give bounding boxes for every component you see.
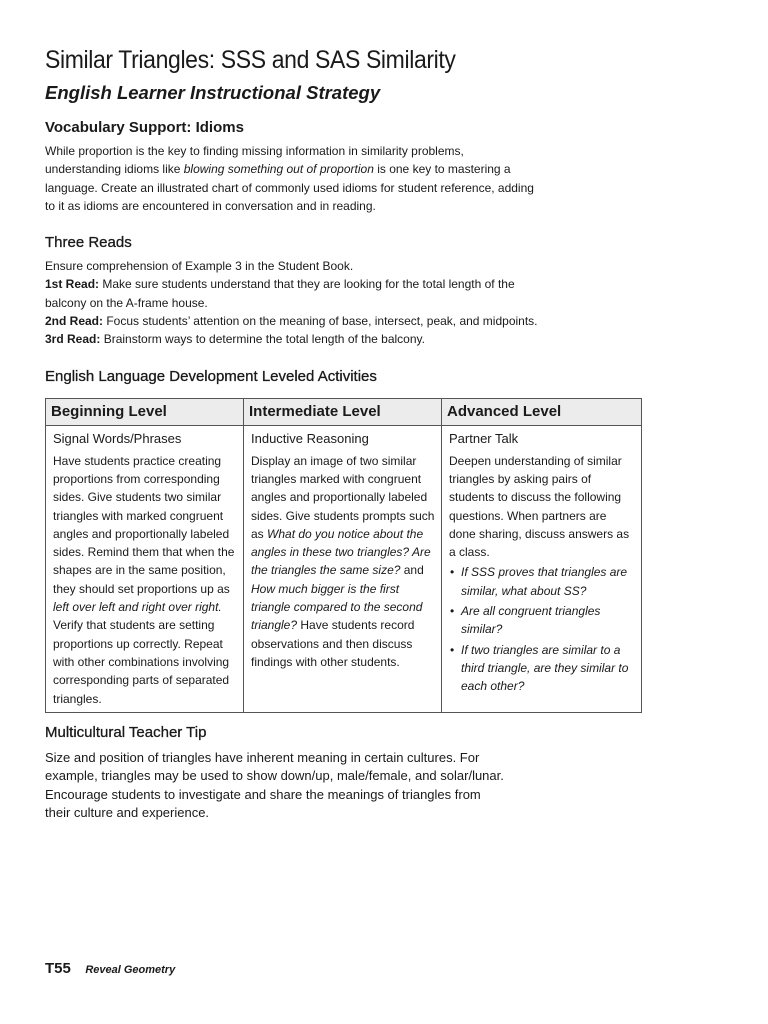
third-read — [45, 330, 535, 348]
beginning-cell — [46, 425, 244, 712]
list-item: • If SSS proves that triangles are similar, what about SS? — [461, 563, 635, 600]
tip-line-2: example, triangles may be used to show down/up, male/female, and solar/lunar. — [45, 768, 504, 784]
advanced-text: Deepen understanding of similar triangles by asking pairs of students to discuss the following questions. When partners are done sharing, discuss answers as a class. — [449, 453, 630, 560]
beginning-text-b: Verify that students are setting proportions up correctly. Repeat with other combinations involving corresponding parts of separated triangles. — [53, 618, 230, 706]
second-read-label: 2nd Read: — [45, 314, 104, 329]
intermediate-text-a: Display an image of two similar triangles marked with congruent angles and proportionally labeled sides. Give students prompts such as — [251, 453, 435, 541]
vocab-paragraph — [45, 142, 535, 215]
beginning-text — [53, 452, 237, 708]
third-read-label: 3rd Read: — [45, 332, 101, 347]
intermediate-subhead: Inductive Reasoning — [251, 430, 369, 446]
advanced-subhead: Partner Talk — [449, 430, 519, 446]
page-subtitle: English Learner Instructional Strategy — [45, 82, 381, 103]
vocab-line-4: to it as idioms are encountered in conversation and in reading. — [45, 198, 376, 213]
page-number: T55 — [45, 960, 71, 977]
intermediate-prompt-1: What do you notice about the angles in these two triangles? Are the triangles the same size? — [251, 526, 431, 578]
page-content — [45, 44, 645, 823]
reads-intro: Ensure comprehension of Example 3 in the Student Book. — [45, 259, 354, 274]
three-reads-paragraph — [45, 257, 538, 348]
vocab-line-2-a: understanding idioms like — [45, 162, 184, 177]
intermediate-text-c: Have students record observations and then discuss findings with other students. — [251, 618, 415, 669]
tip-line-1: Size and position of triangles have inherent meaning in certain cultures. For — [45, 749, 480, 765]
third-read-text: Brainstorm ways to determine the total length of the balcony. — [100, 332, 425, 347]
intermediate-text — [251, 452, 435, 672]
second-read — [45, 312, 538, 330]
first-read — [45, 275, 535, 293]
eld-heading: English Language Development Leveled Activities — [45, 367, 377, 385]
first-read-label: 1st Read: — [45, 277, 100, 292]
table-header-row — [46, 398, 642, 425]
vocab-line-3: language. Create an illustrated chart of commonly used idioms for student reference, adding — [45, 180, 534, 195]
leveled-activities-table — [45, 398, 642, 713]
discussion-questions — [449, 563, 635, 695]
tip-line-4: their culture and experience. — [45, 805, 210, 821]
beginning-subhead: Signal Words/Phrases — [53, 430, 182, 446]
intermediate-prompt-2: How much bigger is the first triangle compared to the second triangle? — [251, 581, 423, 633]
teacher-tip-paragraph — [45, 749, 645, 823]
beginning-text-italic: left over left and right over right. — [53, 600, 222, 615]
column-header-intermediate: Intermediate Level — [244, 398, 442, 425]
vocab-line-2 — [45, 160, 535, 178]
vocab-heading: Vocabulary Support: Idioms — [45, 119, 244, 136]
first-read-text: Make sure students understand that they are looking for the total length of the — [99, 277, 515, 292]
column-header-advanced: Advanced Level — [442, 398, 642, 425]
vocab-line-1: While proportion is the key to finding missing information in similarity problems, — [45, 144, 464, 158]
advanced-cell — [442, 425, 642, 712]
book-title: Reveal Geometry — [85, 964, 176, 976]
column-header-beginning: Beginning Level — [46, 398, 244, 425]
page-title: Similar Triangles: SSS and SAS Similarity — [45, 46, 456, 74]
three-reads-heading: Three Reads — [45, 234, 132, 252]
tip-line-3: Encourage students to investigate and share the meanings of triangles from — [45, 786, 481, 802]
vocab-line-2-b: is one key to mastering a — [373, 162, 511, 177]
second-read-text: Focus students’ attention on the meaning of base, intersect, peak, and midpoints. — [103, 314, 538, 329]
beginning-text-a: Have students practice creating proportions from corresponding sides. Give students two similar triangles with marked congruent angles and proportionally labeled sides. Remind them that when the shapes are in the same position, they should set proportions up as — [53, 453, 235, 596]
first-read-cont: balcony on the A-frame house. — [45, 295, 208, 310]
teacher-tip-heading: Multicultural Teacher Tip — [45, 723, 207, 741]
intermediate-cell — [244, 425, 442, 712]
list-item: • If two triangles are similar to a third triangle, are they similar to each other? — [461, 641, 635, 696]
page-footer — [45, 960, 175, 978]
table-row — [46, 425, 642, 712]
intermediate-text-b: and — [400, 563, 424, 578]
idiom-example: blowing something out of proportion — [183, 162, 374, 177]
list-item: • Are all congruent triangles similar? — [461, 602, 635, 639]
